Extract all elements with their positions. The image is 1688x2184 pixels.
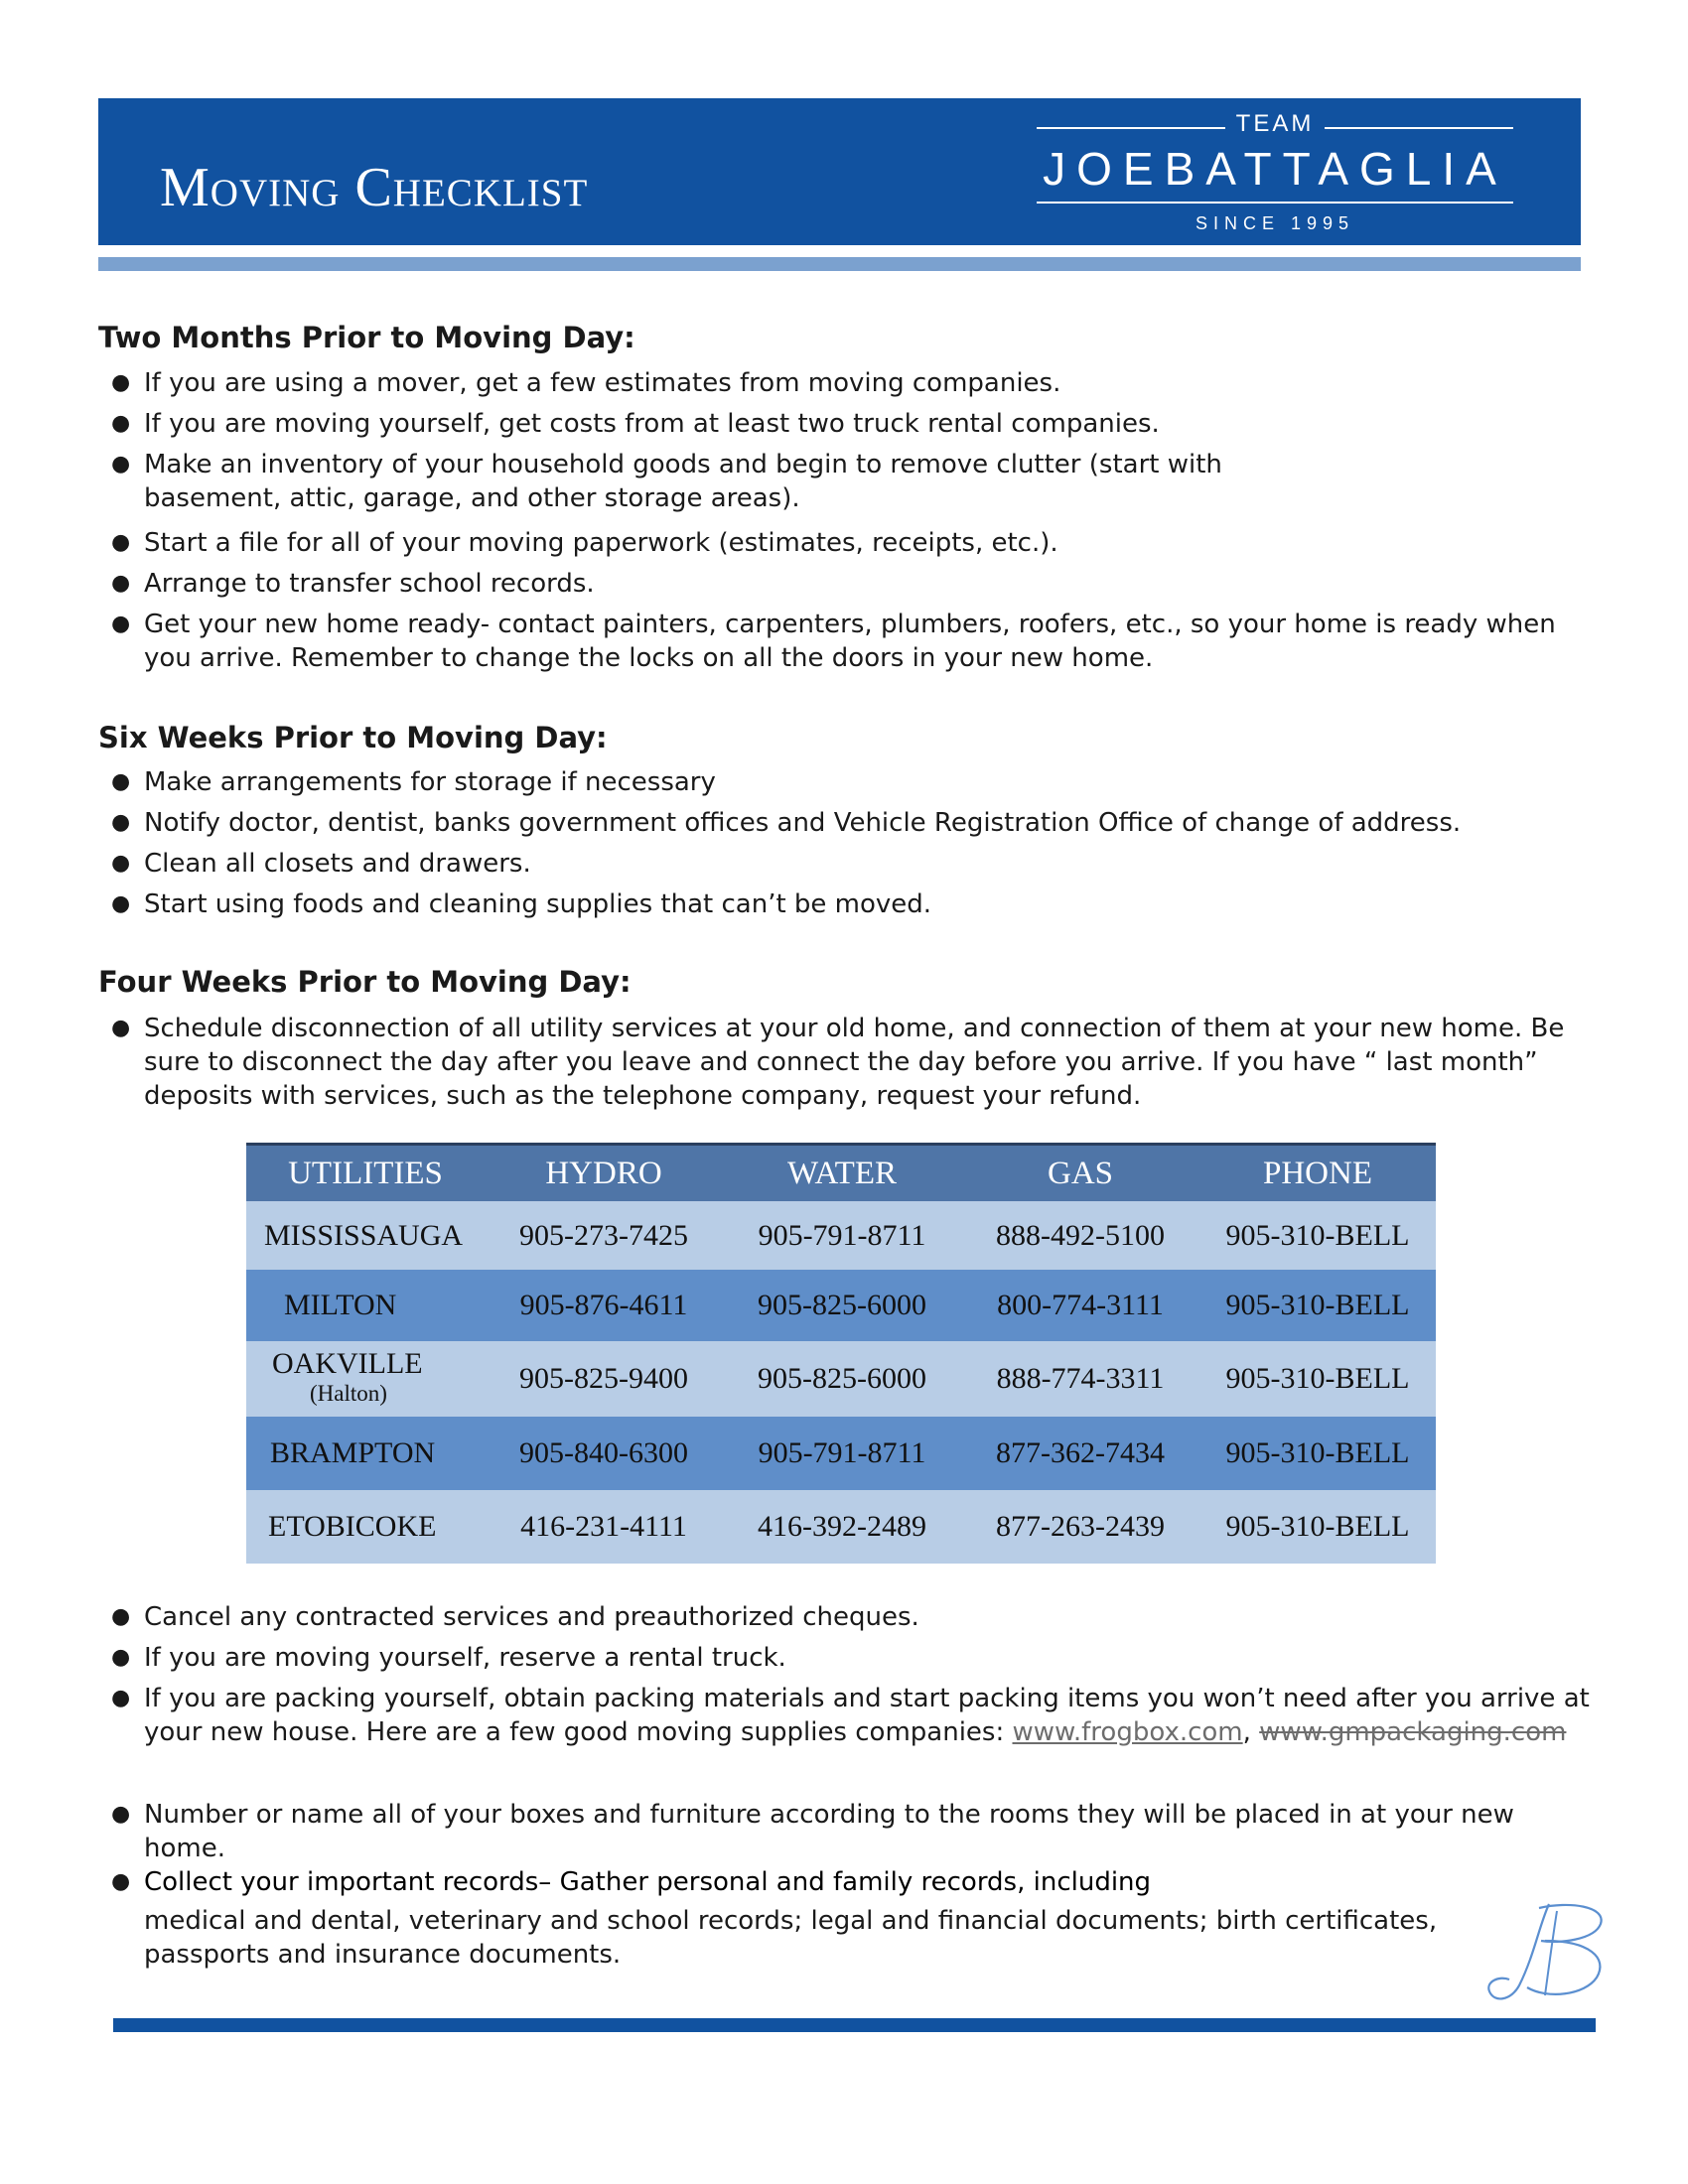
gas-cell: 888-774-3311 [961,1341,1199,1417]
logo-name-text: JOEBATTAGLIA [1043,143,1507,195]
team-logo [1037,110,1513,237]
gmpackaging-link[interactable]: www.gmpackaging.com [1259,1717,1567,1747]
logo-since-text: SINCE 1995 [1195,213,1355,233]
list-item: ● Notify doctor, dentist, banks government offices and Vehicle Registration Office of change of address. [111,808,1462,838]
bullet-icon: ● [111,1016,131,1040]
water-cell: 905-791-8711 [723,1201,961,1270]
city-cell: ETOBICOKE [246,1490,485,1564]
section-heading-six-weeks: Six Weeks Prior to Moving Day: [98,721,608,754]
frogbox-link[interactable]: www.frogbox.com [1012,1717,1243,1747]
bullet-icon: ● [111,411,131,436]
city-name: OAKVILLE [272,1347,423,1380]
table-header-row [246,1145,1436,1202]
phone-cell: 905-310-BELL [1199,1341,1436,1417]
city-cell [246,1341,485,1417]
list-item: ● If you are moving yourself, get costs from at least two truck rental companies. [111,409,1160,439]
utilities-table [246,1143,1436,1564]
list-item-continuation: medical and dental, veterinary and school records; legal and financial documents; birth certificates, passports and insurance documents. [144,1906,1438,1970]
city-cell: MISSISSAUGA [246,1201,485,1270]
bullet-icon: ● [111,452,131,477]
list-item: ● Clean all closets and drawers. [111,849,531,879]
page-title: Moving Checklist [160,157,589,218]
column-header: HYDRO [485,1145,723,1202]
list-item: ● Make an inventory of your household goods and begin to remove clutter (start with basement, attic, garage, and other storage areas). [111,450,1222,513]
list-item: ● Schedule disconnection of all utility services at your old home, and connection of them at your new home. Be sure to disconnect the day after you leave and connect the day before you arrive. If you have “ last month” deposits with services, such as the telephone company, request your refund. [111,1014,1565,1111]
bullet-icon: ● [111,1604,131,1629]
list-item: ● Get your new home ready- contact painters, carpenters, plumbers, roofers, etc., so your home is ready when you arrive. Remember to change the locks on all the doors in your new home. [111,610,1556,673]
logo-rule-right [1325,127,1513,129]
gas-cell: 877-263-2439 [961,1490,1199,1564]
bullet-icon: ● [111,571,131,596]
footer-divider [113,2018,1596,2032]
table-row [246,1341,1436,1417]
logo-rule-bottom [1037,202,1513,204]
accent-divider [98,257,1581,271]
gas-cell: 888-492-5100 [961,1201,1199,1270]
city-cell: MILTON [246,1270,485,1341]
gas-cell: 877-362-7434 [961,1417,1199,1490]
hydro-cell: 905-273-7425 [485,1201,723,1270]
city-cell: BRAMPTON [246,1417,485,1490]
list-item: ● Make arrangements for storage if necessary [111,767,716,797]
list-item: ● If you are packing yourself, obtain packing materials and start packing items you won’t need after you arrive at your new house. Here are a few good moving supplies companies: www.frogbox.com, www.gmpackaging.com [111,1684,1590,1747]
city-subtitle: (Halton) [310,1381,387,1406]
bullet-icon: ● [111,769,131,794]
section-heading-two-months: Two Months Prior to Moving Day: [98,321,635,354]
list-item: ● Start a file for all of your moving paperwork (estimates, receipts, etc.). [111,528,1058,558]
table-row [246,1201,1436,1270]
phone-cell: 905-310-BELL [1199,1417,1436,1490]
gas-cell: 800-774-3111 [961,1270,1199,1341]
list-item: ● Cancel any contracted services and preauthorized cheques. [111,1602,919,1632]
column-header: WATER [723,1145,961,1202]
list-item: ● Start using foods and cleaning supplies that can’t be moved. [111,889,932,919]
bullet-icon: ● [111,810,131,835]
list-item: ● If you are using a mover, get a few estimates from moving companies. [111,368,1061,398]
bullet-icon: ● [111,851,131,876]
hydro-cell: 905-825-9400 [485,1341,723,1417]
bullet-icon: ● [111,530,131,555]
phone-cell: 905-310-BELL [1199,1201,1436,1270]
column-header: PHONE [1199,1145,1436,1202]
bullet-icon: ● [111,1869,131,1894]
hydro-cell: 905-876-4611 [485,1270,723,1341]
header-banner [98,98,1581,245]
logo-team-text: TEAM [1235,110,1315,137]
list-item: ● If you are moving yourself, reserve a rental truck. [111,1643,786,1673]
hydro-cell: 905-840-6300 [485,1417,723,1490]
bullet-icon: ● [111,1802,131,1827]
column-header: UTILITIES [246,1145,485,1202]
column-header: GAS [961,1145,1199,1202]
bullet-icon: ● [111,612,131,636]
list-item: ● Collect your important records– Gather personal and family records, including [111,1867,1152,1897]
phone-cell: 905-310-BELL [1199,1490,1436,1564]
table-row [246,1270,1436,1341]
water-cell: 905-825-6000 [723,1270,961,1341]
water-cell: 905-791-8711 [723,1417,961,1490]
bullet-icon: ● [111,891,131,916]
bullet-icon: ● [111,1645,131,1670]
phone-cell: 905-310-BELL [1199,1270,1436,1341]
bullet-icon: ● [111,370,131,395]
packing-text: If you are packing yourself, obtain packing materials and start packing items you won’t need after you arrive at your new house. Here are a few good moving supplies companies: [144,1684,1590,1747]
water-cell: 416-392-2489 [723,1490,961,1564]
list-item: ● Arrange to transfer school records. [111,569,595,599]
section-heading-four-weeks: Four Weeks Prior to Moving Day: [98,965,632,999]
bullet-icon: ● [111,1686,131,1710]
jb-monogram-logo [1479,1896,1618,2010]
list-item: ● Number or name all of your boxes and furniture according to the rooms they will be placed in at your new home. [111,1800,1514,1863]
table-row [246,1417,1436,1490]
hydro-cell: 416-231-4111 [485,1490,723,1564]
table-row [246,1490,1436,1564]
water-cell: 905-825-6000 [723,1341,961,1417]
